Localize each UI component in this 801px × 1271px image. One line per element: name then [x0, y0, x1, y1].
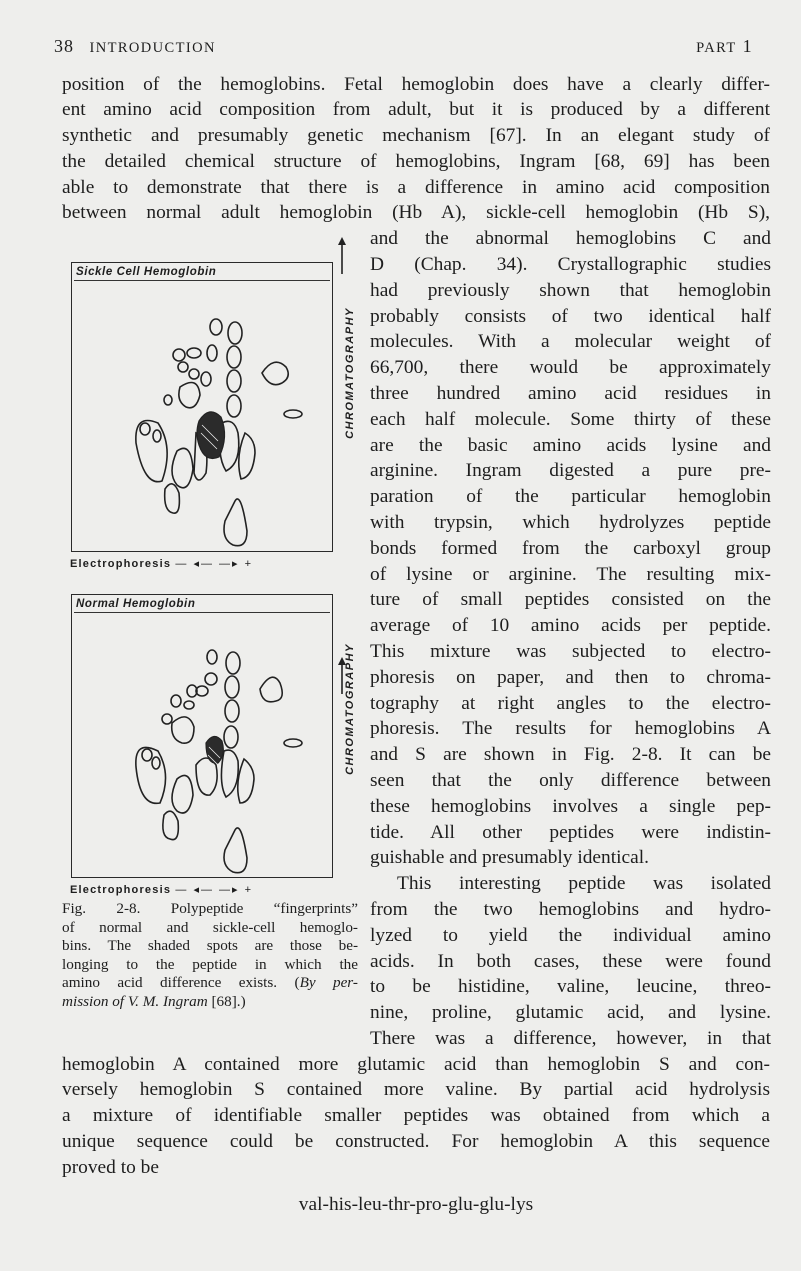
fingerprint-spots-normal — [72, 595, 332, 877]
text-line: and S are shown in Fig. 2-8. It can be — [370, 744, 771, 765]
section-title: INTRODUCTION — [89, 40, 216, 56]
text-line: between normal adult hemoglobin (Hb A), sickle-cell hemoglobin (Hb S), — [62, 202, 770, 223]
text-line: seen that the only difference between — [370, 770, 771, 791]
text-line: ture of small peptides consisted on the — [370, 589, 771, 610]
text-line: acids. In both cases, these were found — [370, 951, 771, 972]
text-line: had previously shown that hemoglobin — [370, 280, 771, 301]
caption-line: longing to the peptide in which the — [62, 955, 358, 973]
text-line: lyzed to yield the individual amino — [370, 925, 771, 946]
caption-line: of normal and sickle-cell hemoglo- — [62, 918, 358, 936]
electrophoresis-text: Electrophoresis — [70, 558, 172, 570]
text-line: nine, proline, glutamic acid, and lysine. — [370, 1002, 771, 1023]
text-line: and the abnormal hemoglobins C and — [370, 228, 771, 249]
text-line: a mixture of identifiable smaller peptides was obtained from which a — [62, 1105, 770, 1126]
text-line: versely hemoglobin S contained more valine. By partial acid hydrolysis — [62, 1079, 770, 1100]
text-line: to be histidine, valine, leucine, threo- — [370, 976, 771, 997]
text-line: unique sequence could be constructed. For hemoglobin A this sequence — [62, 1131, 770, 1152]
text-line: with trypsin, which hydrolyzes peptide — [370, 512, 771, 533]
caption-line — [62, 974, 358, 993]
part-word: PART — [696, 40, 737, 56]
chromatography-arrow — [335, 656, 349, 700]
text-line: bonds formed from the carboxyl group — [370, 538, 771, 559]
text-line: proved to be — [62, 1157, 159, 1178]
text-line: from the two hemoglobins and hydro- — [370, 899, 771, 920]
electrophoresis-text: Electrophoresis — [70, 884, 172, 896]
caption-italic: mission of V. M. Ingram — [62, 992, 208, 1010]
fingerprint-spots-sickle — [72, 263, 332, 551]
electrophoresis-arrows: — ◂— —▸ + — [175, 558, 254, 570]
text-line: phoresis on paper, and then to chroma- — [370, 667, 771, 688]
text-line: these hemoglobins involves a single pep- — [370, 796, 771, 817]
caption-line — [62, 993, 358, 1012]
caption-italic: By per- — [299, 974, 358, 992]
panel-title: Normal Hemoglobin — [76, 598, 196, 610]
text-line: D (Chap. 34). Crystallographic studies — [370, 254, 771, 275]
text-line: ent amino acid composition from adult, but it is produced by a different — [62, 99, 770, 120]
text-line: the detailed chemical structure of hemoglobins, Ingram [68, 69] has been — [62, 151, 770, 172]
text-line: This mixture was subjected to electro- — [370, 641, 771, 662]
text-line: each half molecule. Some thirty of these — [370, 409, 771, 430]
text-line: three hundred amino acid residues in — [370, 383, 771, 404]
text-line: synthetic and presumably genetic mechanism [67]. In an elegant study of — [62, 125, 770, 146]
text-line: 66,700, there would be approximately — [370, 357, 771, 378]
text-line: paration of the particular hemoglobin — [370, 486, 771, 507]
page-number: 38 — [54, 36, 74, 56]
panel-title: Sickle Cell Hemoglobin — [76, 266, 217, 278]
text-line: are the basic amino acids lysine and — [370, 435, 771, 456]
figure-panel-sickle-cell — [71, 262, 356, 552]
text-line: tide. All other peptides were indistin- — [370, 822, 771, 843]
text-line: tography at right angles to the electro- — [370, 693, 771, 714]
caption-line: bins. The shaded spots are those be- — [62, 937, 358, 955]
chromatography-arrow — [335, 236, 349, 280]
chromatography-label: CHROMATOGRAPHY — [344, 307, 356, 439]
caption-text: amino acid difference exists. ( — [62, 974, 300, 992]
text-line: arginine. Ingram digested a pure pre- — [370, 460, 771, 481]
electrophoresis-label — [70, 883, 253, 896]
text-line: There was a difference, however, in that — [370, 1028, 771, 1049]
text-line: guishable and presumably identical. — [370, 847, 649, 868]
figure-panel-normal — [71, 594, 356, 878]
part-label — [696, 36, 753, 57]
electrophoresis-arrows: — ◂— —▸ + — [175, 884, 254, 896]
text-line: average of 10 amino acids per peptide. — [370, 615, 771, 636]
text-line: able to demonstrate that there is a difference in amino acid composition — [62, 177, 770, 198]
text-line: probably consists of two identical half — [370, 306, 771, 327]
text-line: position of the hemoglobins. Fetal hemoglobin does have a clearly differ- — [62, 74, 770, 95]
electrophoresis-label — [70, 557, 253, 570]
running-header — [54, 36, 216, 57]
caption-line: Fig. 2-8. Polypeptide “fingerprints” — [62, 900, 358, 917]
part-number: 1 — [742, 36, 753, 56]
text-line: molecules. With a molecular weight of — [370, 331, 771, 352]
text-line: of lysine or arginine. The resulting mix- — [370, 564, 771, 585]
figure-caption — [62, 900, 358, 1012]
text-line: hemoglobin A contained more glutamic acid than hemoglobin S and con- — [62, 1054, 770, 1075]
chromatography-label: CHROMATOGRAPHY — [344, 643, 356, 775]
text-line: phoresis. The results for hemoglobins A — [370, 718, 771, 739]
text-line: This interesting peptide was isolated — [397, 873, 771, 894]
caption-text: [68].) — [207, 992, 246, 1010]
sequence-line: val-his-leu-thr-pro-glu-glu-lys — [298, 1194, 534, 1215]
